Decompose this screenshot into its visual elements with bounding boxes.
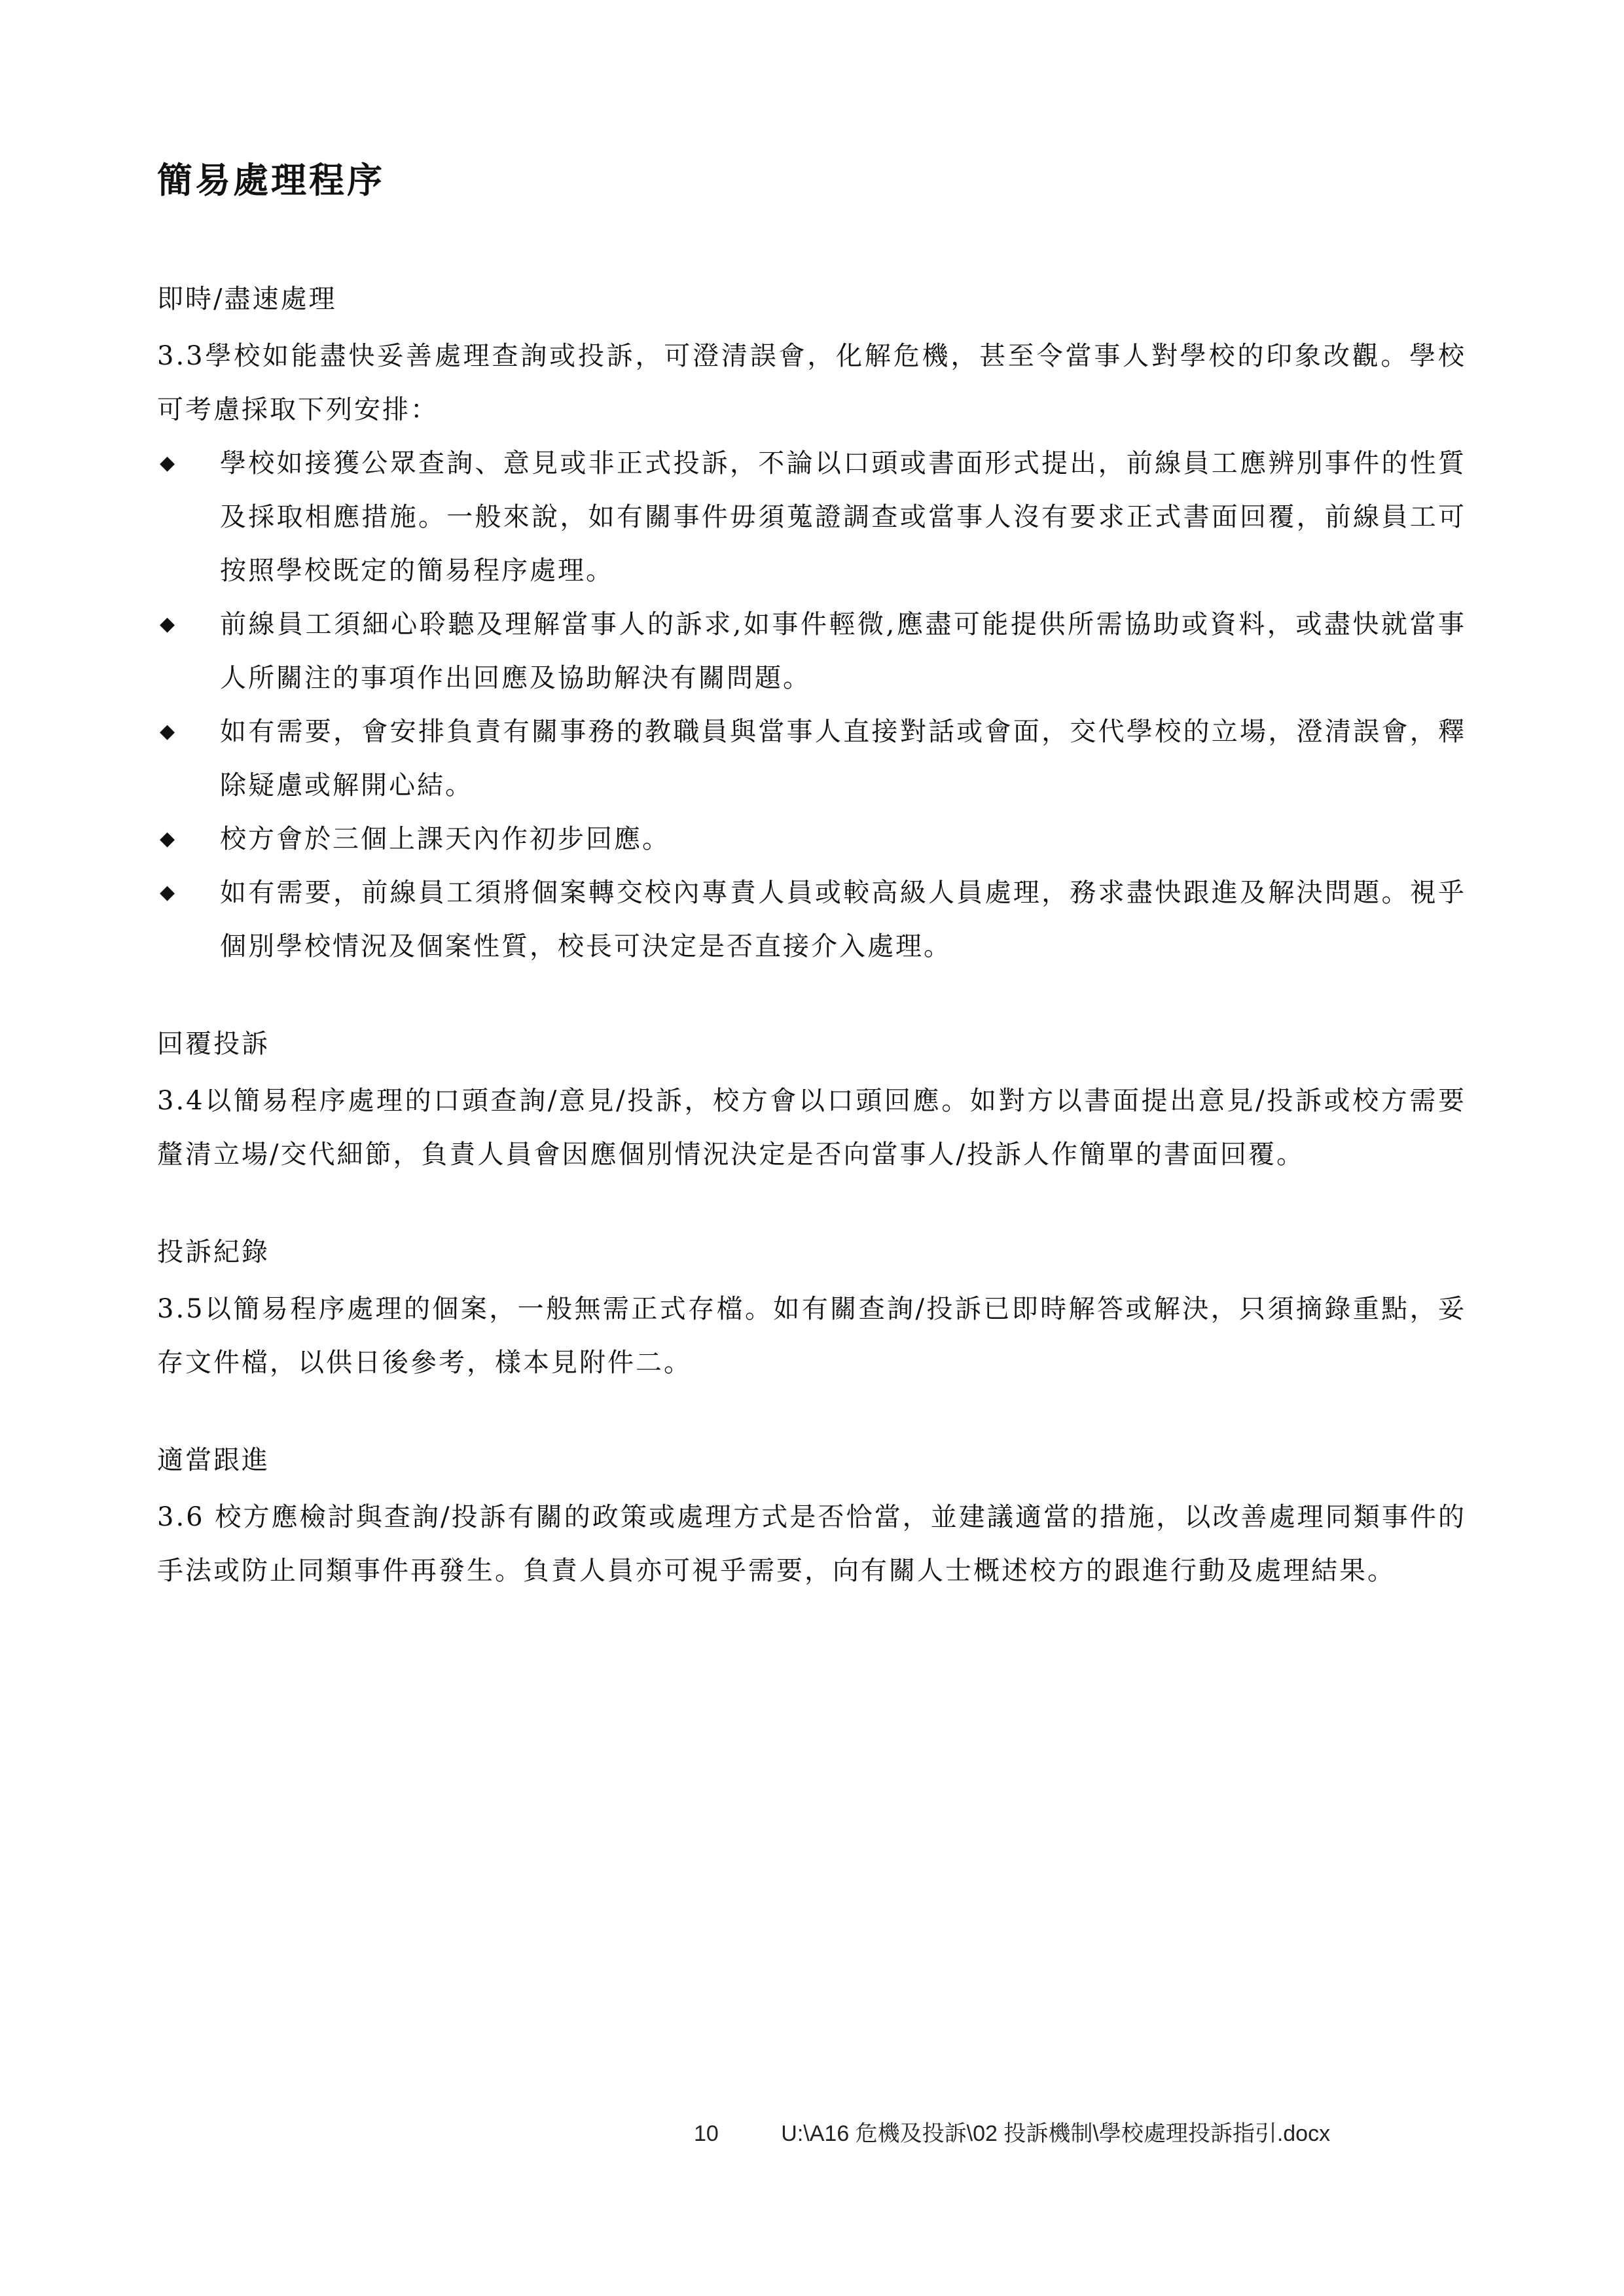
list-item [157, 598, 1466, 705]
section-records [157, 1232, 1466, 1390]
diamond-bullet-icon: ◆ [159, 881, 177, 904]
page-footer [694, 2115, 1330, 2147]
file-path: U:\A16 危機及投訴\02 投訴機制\學校處理投訴指引.docx [781, 2121, 1331, 2146]
section-heading-immediate: 即時/盡速處理 [157, 284, 337, 314]
list-item [157, 812, 1466, 866]
section-heading-reply: 回覆投訴 [157, 1029, 270, 1059]
list-item [157, 866, 1466, 973]
bullet-text: 前線員工須細心聆聽及理解當事人的訴求,如事件輕微,應盡可能提供所需協助或資料，或盡快就當事人所關注的事項作出回應及協助解決有關問題。 [220, 609, 1466, 693]
bullet-list [157, 437, 1466, 973]
bullet-text: 如有需要，前線員工須將個案轉交校內專責人員或較高級人員處理，務求盡快跟進及解決問題。視乎個別學校情況及個案性質，校長可決定是否直接介入處理。 [220, 878, 1466, 961]
list-item [157, 437, 1466, 598]
page-content [157, 154, 1466, 1649]
bullet-text: 校方會於三個上課天內作初步回應。 [220, 824, 670, 854]
diamond-bullet-icon: ◆ [159, 452, 177, 475]
section-reply [157, 1024, 1466, 1181]
page-number: 10 [694, 2121, 719, 2146]
section-body-followup: 3.6 校方應檢討與查詢/投訴有關的政策或處理方式是否恰當，並建議適當的措施，以改善處理同類事件的手法或防止同類事件再發生。負責人員亦可視乎需要，向有關人士概述校方的跟進行動及處理結果。 [157, 1502, 1466, 1586]
list-item [157, 705, 1466, 812]
section-heading-followup: 適當跟進 [157, 1445, 270, 1475]
section-intro-immediate: 3.3學校如能盡快妥善處理查詢或投訴，可澄清誤會，化解危機，甚至令當事人對學校的印象改觀。學校可考慮採取下列安排： [157, 341, 1466, 425]
page-title: 簡易處理程序 [157, 159, 385, 201]
section-immediate [157, 279, 1466, 973]
section-followup [157, 1441, 1466, 1598]
section-heading-records: 投訴紀錄 [157, 1237, 270, 1267]
diamond-bullet-icon: ◆ [159, 827, 177, 850]
diamond-bullet-icon: ◆ [159, 720, 177, 743]
bullet-text: 如有需要，會安排負責有關事務的教職員與當事人直接對話或會面，交代學校的立場，澄清誤會，釋除疑慮或解開心結。 [220, 717, 1466, 800]
section-body-reply: 3.4以簡易程序處理的口頭查詢/意見/投訴，校方會以口頭回應。如對方以書面提出意見/投訴或校方需要釐清立場/交代細節，負責人員會因應個別情況決定是否向當事人/投訴人作簡單的書面回覆。 [157, 1086, 1466, 1170]
bullet-text: 學校如接獲公眾查詢、意見或非正式投訴，不論以口頭或書面形式提出，前線員工應辨別事件的性質及採取相應措施。一般來說，如有關事件毋須蒐證調查或當事人沒有要求正式書面回覆，前線員工可按照學校既定的簡易程序處理。 [220, 448, 1466, 586]
diamond-bullet-icon: ◆ [159, 613, 177, 636]
section-body-records: 3.5以簡易程序處理的個案，一般無需正式存檔。如有關查詢/投訴已即時解答或解決，只須摘錄重點，妥存文件檔，以供日後參考，樣本見附件二。 [157, 1294, 1466, 1378]
